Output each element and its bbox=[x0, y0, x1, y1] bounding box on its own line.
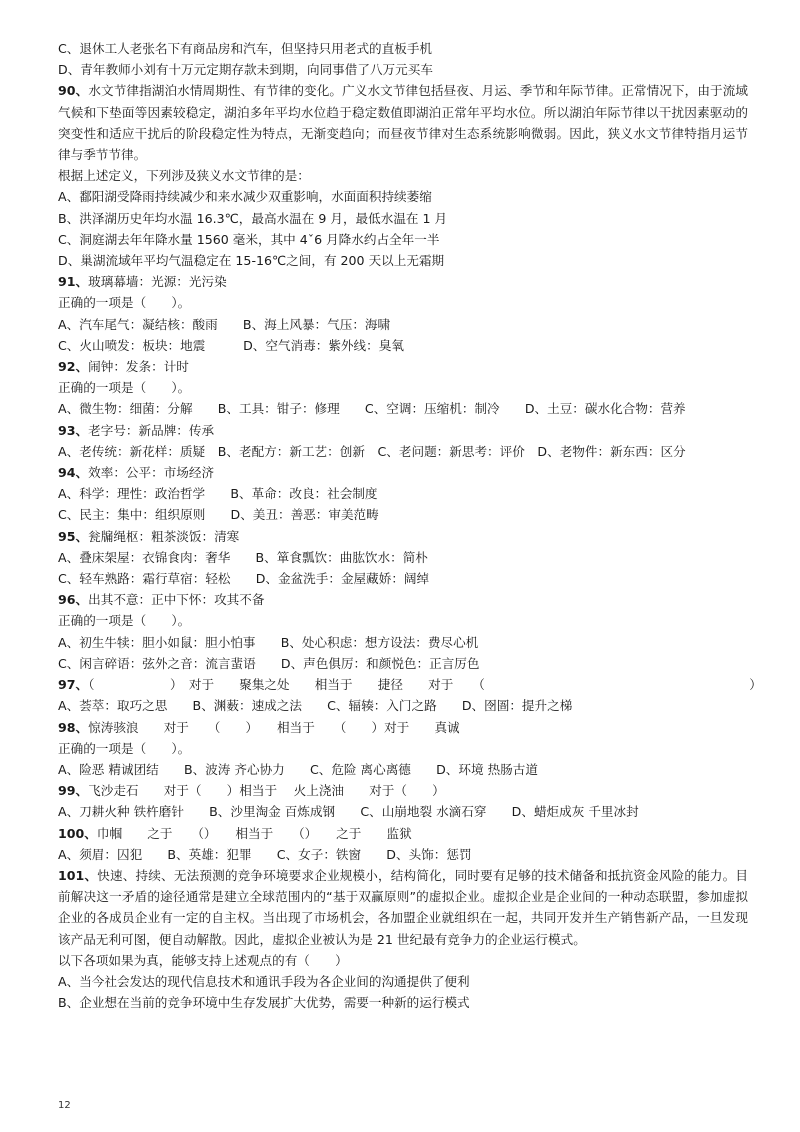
text-line bbox=[58, 335, 748, 356]
question-number: 100、 bbox=[58, 825, 97, 841]
line-text: （ ） 对于 聚集之处 相当于 捷径 对于 （ ） bbox=[88, 677, 762, 693]
document-body bbox=[58, 38, 762, 1013]
line-text: 正确的一项是（ ）。 bbox=[58, 295, 191, 311]
line-text: A、科学：理性：政治哲学 B、革命：改良：社会制度 bbox=[58, 486, 378, 502]
line-text: B、企业想在当前的竞争环境中生存发展扩大优势，需要一种新的运行模式 bbox=[58, 995, 470, 1011]
line-text: A、老传统：新花样：质疑 B、老配方：新工艺：创新 C、老问题：新思考：评价 D、老物件：新东西：区分 bbox=[58, 443, 686, 459]
line-text: A、叠床架屋：衣锦食肉：奢华 B、箪食瓢饮：曲肱饮水：简朴 bbox=[58, 549, 428, 565]
line-text: C、洞庭湖去年年降水量 1560 毫米，其中 4ˇ6 月降水约占全年一半 bbox=[58, 231, 440, 247]
question-number: 91、 bbox=[58, 274, 89, 290]
line-text: 惊涛骇浪 对于 （ ） 相当于 （ ）对于 真诚 bbox=[88, 719, 460, 735]
line-text: A、汽车尾气：凝结核：酸雨 B、海上风暴：气压：海啸 bbox=[58, 316, 391, 332]
question-line bbox=[58, 865, 748, 950]
line-text: C、火山喷发：板块：地震 D、空气消毒：紫外线：臭氧 bbox=[58, 337, 404, 353]
question-number: 95、 bbox=[58, 528, 89, 544]
question-line bbox=[58, 80, 748, 165]
text-line bbox=[58, 398, 748, 419]
text-line bbox=[58, 186, 748, 207]
line-text: 快速、持续、无法预测的竞争环境要求企业规模小，结构简化，同时要有足够的技术储备和抵抗资金风险的能力。目前解决这一矛盾的途径通常是建立全球范围内的“基于双赢原则”的虚拟企业。虚拟企业是企业间的一种动态联盟，参加虚拟企业的各成员企业有一定的自主权。当出现了市场机会，各加盟企业就组织在一起，共同开发并生产销售新产品，一旦发现该产品无利可图，便自动解散。因此，虚拟企业被认为是 21 世纪最有竞争力的企业运行模式。 bbox=[58, 867, 749, 947]
line-text: 水文节律指湖泊水情周期性、有节律的变化。广义水文节律包括昼夜、月运、季节和年际节律。正常情况下，由于流域气候和下垫面等因素较稳定，湖泊多年平均水位趋于稳定数值即湖泊正常年平均水位。所以湖泊年际节律以干扰因素驱动的突变性和适应干扰后的阶段稳定性为特点，无渐变趋向；而昼夜节律对生态系统影响微弱。因此，狭义水文节律特指月运节律与季节节律。 bbox=[58, 83, 748, 163]
line-text: D、青年教师小刘有十万元定期存款未到期，向同事借了八万元买车 bbox=[58, 62, 433, 78]
question-line bbox=[58, 356, 748, 377]
text-line bbox=[58, 950, 748, 971]
text-line bbox=[58, 229, 748, 250]
text-line bbox=[58, 801, 748, 822]
line-text: A、险恶 精诚团结 B、波涛 齐心协力 C、危险 离心离德 D、环境 热肠古道 bbox=[58, 761, 538, 777]
text-line bbox=[58, 377, 748, 398]
question-number: 97、 bbox=[58, 677, 89, 693]
question-line bbox=[58, 271, 748, 292]
line-text: 根据上述定义，下列涉及狭义水文节律的是： bbox=[58, 168, 310, 184]
text-line bbox=[58, 632, 748, 653]
line-text: 正确的一项是（ ）。 bbox=[58, 613, 191, 629]
question-number: 96、 bbox=[58, 592, 89, 608]
line-text: 玻璃幕墙：光源：光污染 bbox=[88, 274, 227, 290]
line-text: B、洪泽湖历史年均水温 16.3℃，最高水温在 9 月，最低水温在 1 月 bbox=[58, 210, 448, 226]
line-text: A、初生牛犊：胆小如鼠：胆小怕事 B、处心积虑：想方设法：费尽心机 bbox=[58, 634, 479, 650]
question-line bbox=[58, 589, 748, 610]
line-text: C、民主：集中：组织原则 D、美丑：善恶：审美范畴 bbox=[58, 507, 379, 523]
text-line bbox=[58, 844, 748, 865]
text-line bbox=[58, 504, 748, 525]
text-line bbox=[58, 653, 748, 674]
line-text: 飞沙走石 对于（ ）相当于 火上浇油 对于（ ） bbox=[88, 783, 445, 799]
question-line bbox=[58, 717, 748, 738]
question-line bbox=[58, 823, 748, 844]
line-text: D、巢湖流域年平均气温稳定在 15-16℃之间，有 200 天以上无霜期 bbox=[58, 253, 445, 269]
text-line bbox=[58, 759, 748, 780]
line-text: C、退休工人老张名下有商品房和汽车，但坚持只用老式的直板手机 bbox=[58, 41, 433, 56]
line-text: 出其不意：正中下怀：攻其不备 bbox=[88, 592, 265, 608]
text-line bbox=[58, 483, 748, 504]
line-text: 正确的一项是（ ）。 bbox=[58, 380, 191, 396]
text-line bbox=[58, 695, 748, 716]
text-line bbox=[58, 314, 748, 335]
question-number: 90、 bbox=[58, 83, 89, 99]
text-line bbox=[58, 59, 748, 80]
question-line bbox=[58, 420, 748, 441]
question-line bbox=[58, 780, 748, 801]
text-line bbox=[58, 547, 748, 568]
question-number: 98、 bbox=[58, 719, 89, 735]
text-line bbox=[58, 208, 748, 229]
text-line bbox=[58, 610, 748, 631]
page-number: 12 bbox=[58, 1100, 71, 1111]
question-number: 99、 bbox=[58, 783, 89, 799]
question-number: 92、 bbox=[58, 359, 89, 375]
line-text: C、闲言碎语：弦外之音：流言蜚语 D、声色俱厉：和颜悦色：正言厉色 bbox=[58, 655, 480, 671]
text-line bbox=[58, 250, 748, 271]
text-line bbox=[58, 165, 748, 186]
line-text: 老字号：新品牌：传承 bbox=[88, 422, 215, 438]
text-line bbox=[58, 568, 748, 589]
question-line bbox=[58, 462, 748, 483]
text-line bbox=[58, 38, 748, 59]
text-line bbox=[58, 441, 748, 462]
line-text: A、刀耕火种 铁杵磨针 B、沙里淘金 百炼成钢 C、山崩地裂 水滴石穿 D、蜡炬成灰 千里冰封 bbox=[58, 804, 639, 820]
line-text: 正确的一项是（ ）。 bbox=[58, 740, 191, 756]
line-text: 巾帼 之于 （） 相当于 （） 之于 监狱 bbox=[96, 825, 412, 841]
line-text: C、轻车熟路：霜行草宿：轻松 D、金盆洗手：金屋藏娇：阔绰 bbox=[58, 571, 430, 587]
line-text: A、当今社会发达的现代信息技术和通讯手段为各企业间的沟通提供了便利 bbox=[58, 973, 470, 989]
text-line bbox=[58, 992, 748, 1013]
question-number: 101、 bbox=[58, 867, 98, 883]
question-number: 94、 bbox=[58, 465, 89, 481]
text-line bbox=[58, 738, 748, 759]
line-text: 效率：公平：市场经济 bbox=[88, 465, 215, 481]
line-text: A、鄱阳湖受降雨持续减少和来水减少双重影响，水面面积持续萎缩 bbox=[58, 189, 432, 205]
line-text: 以下各项如果为真，能够支持上述观点的有（ ） bbox=[58, 952, 348, 968]
line-text: 闹钟：发条：计时 bbox=[88, 359, 189, 375]
line-text: A、微生物：细菌：分解 B、工具：钳子：修理 C、空调：压缩机：制冷 D、土豆：碳水化合物：营养 bbox=[58, 401, 686, 417]
line-text: 瓮牖绳枢：粗茶淡饭：清寒 bbox=[88, 528, 240, 544]
line-text: A、须眉：囚犯 B、英雄：犯罪 C、女子：铁窗 D、头饰：惩罚 bbox=[58, 846, 472, 862]
question-line bbox=[58, 674, 762, 695]
text-line bbox=[58, 971, 748, 992]
text-line bbox=[58, 292, 748, 313]
question-number: 93、 bbox=[58, 422, 89, 438]
question-line bbox=[58, 526, 748, 547]
line-text: A、荟萃：取巧之思 B、渊薮：速成之法 C、辐辏：入门之路 D、囹圄：提升之梯 bbox=[58, 698, 573, 714]
